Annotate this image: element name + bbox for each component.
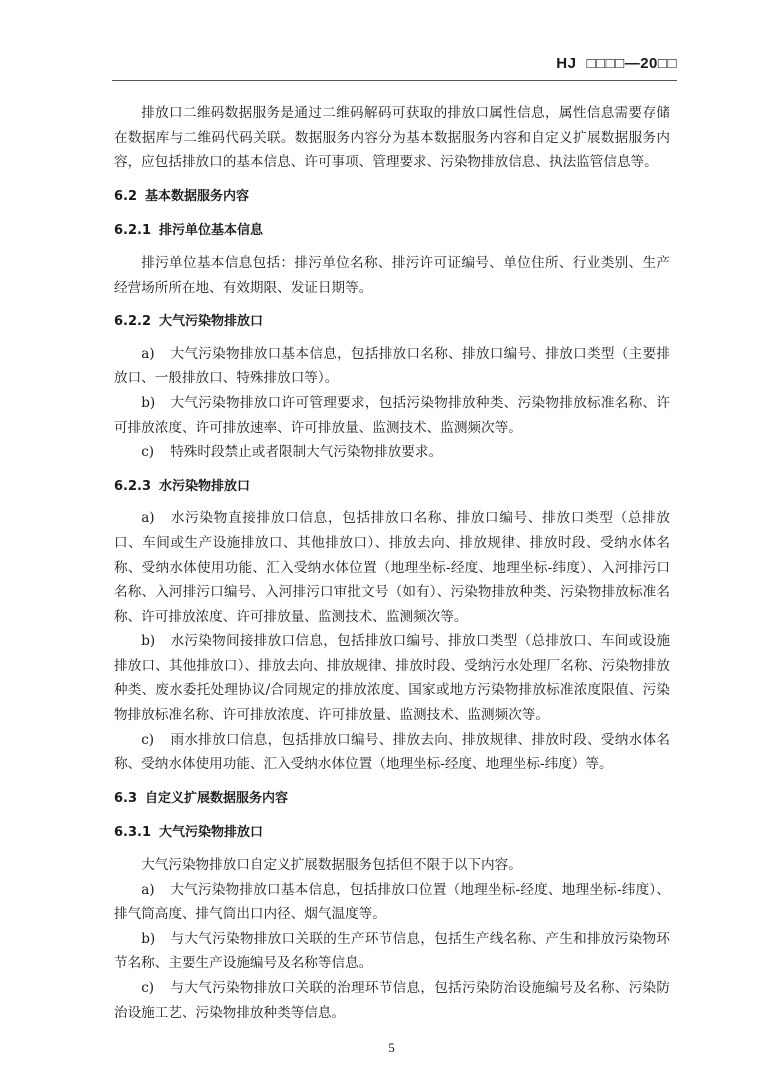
list-label: a) bbox=[141, 881, 155, 898]
list-text: 与大气污染物排放口关联的生产环节信息，包括生产线名称、产生和排放污染物环节名称、主要生产设施编号及名称等信息。 bbox=[114, 930, 670, 972]
list-label: c) bbox=[141, 444, 155, 461]
section-title: 排污单位基本信息 bbox=[159, 223, 264, 239]
paragraph-6-2-1: 排污单位基本信息包括：排污单位名称、排污许可证编号、单位住所、行业类别、生产经营场所所在地、有效期限、发证日期等。 bbox=[114, 254, 670, 296]
list-label: c) bbox=[141, 731, 155, 748]
list-item bbox=[114, 629, 670, 727]
list-text: 特殊时段禁止或者限制大气污染物排放要求。 bbox=[170, 444, 443, 461]
list-label: b) bbox=[141, 394, 156, 411]
list-item bbox=[114, 440, 670, 465]
list-item bbox=[114, 342, 670, 391]
section-title: 基本数据服务内容 bbox=[145, 188, 250, 204]
header-rule bbox=[112, 80, 677, 81]
section-title: 大气污染物排放口 bbox=[159, 314, 264, 330]
list-label: c) bbox=[141, 980, 155, 996]
list-label: a) bbox=[141, 510, 155, 527]
paragraph-6-3-1: 大气污染物排放口自定义扩展数据服务包括但不限于以下内容。 bbox=[141, 857, 522, 874]
section-number: 6.2.2 bbox=[114, 314, 152, 330]
section-heading-6-3-1 bbox=[114, 821, 670, 846]
list-label: a) bbox=[141, 345, 155, 362]
list-item bbox=[114, 927, 670, 976]
standard-code: HJ bbox=[556, 55, 577, 72]
section-number: 6.3.1 bbox=[114, 825, 152, 841]
list-item bbox=[114, 391, 670, 440]
section-heading-6-3 bbox=[114, 787, 670, 812]
section-title: 水污染物排放口 bbox=[159, 478, 251, 494]
list-item bbox=[114, 506, 670, 629]
list-text: 与大气污染物排放口关联的治理环节信息，包括污染防治设施编号及名称、污染防治设施工艺、污染物排放种类等信息。 bbox=[114, 980, 670, 1021]
list-text: 大气污染物排放口基本信息，包括排放口位置（地理坐标-经度、地理坐标-纬度）、排气筒高度、排气筒出口内径、烟气温度等。 bbox=[114, 881, 670, 923]
list-text: 雨水排放口信息，包括排放口编号、排放去向、排放规律、排放时段、受纳水体名称、受纳水体使用功能、汇入受纳水体位置（地理坐标-经度、地理坐标-纬度）等。 bbox=[114, 731, 670, 773]
standard-number: □□□□—20□□ bbox=[586, 55, 677, 72]
section-number: 6.2.3 bbox=[114, 478, 152, 494]
section-title: 自定义扩展数据服务内容 bbox=[145, 790, 289, 806]
document-body bbox=[114, 101, 670, 1025]
list-label: b) bbox=[141, 930, 156, 947]
page-number: 5 bbox=[388, 1040, 395, 1055]
section-number: 6.2.1 bbox=[114, 223, 152, 239]
list-text: 水污染物直接排放口信息，包括排放口名称、排放口编号、排放口类型（总排放口、车间或生产设施排放口、其他排放口）、排放去向、排放规律、排放时段、受纳水体名称、受纳水体使用功能、汇入受纳水体位置（地理坐标-经度、地理坐标-纬度）、入河排污口名称、入河排污口编号、入河排污口审批文号（如有）、污染物排放种类、污染物排放标准名称、许可排放浓度、许可排放量、监测技术、监测频次等。 bbox=[114, 510, 670, 625]
section-heading-6-2-1 bbox=[114, 219, 670, 244]
list-label: b) bbox=[141, 633, 156, 650]
intro-paragraph: 排放口二维码数据服务是通过二维码解码可获取的排放口属性信息，属性信息需要存储在数据库与二维码代码关联。数据服务内容分为基本数据服务内容和自定义扩展数据服务内容，应包括排放口的基本信息、许可事项、管理要求、污染物排放信息、执法监管信息等。 bbox=[114, 105, 670, 171]
section-heading-6-2 bbox=[114, 185, 670, 210]
list-text: 水污染物间接排放口信息，包括排放口编号、排放口类型（总排放口、车间或设施排放口、其他排放口）、排放去向、排放规律、排放时段、受纳污水处理厂名称、污染物排放种类、废水委托处理协议/合同规定的排放浓度、国家或地方污染物排放标准浓度限值、污染物排放标准名称、许可排放浓度、许可排放量、监测技术、监测频次等。 bbox=[114, 633, 670, 724]
section-heading-6-2-3 bbox=[114, 475, 670, 500]
section-number: 6.3 bbox=[114, 790, 138, 806]
page-header bbox=[556, 55, 677, 72]
list-item bbox=[114, 976, 670, 1025]
section-number: 6.2 bbox=[114, 188, 138, 204]
list-item bbox=[114, 728, 670, 777]
section-title: 大气污染物排放口 bbox=[159, 825, 264, 841]
section-heading-6-2-2 bbox=[114, 310, 670, 335]
list-text: 大气污染物排放口基本信息，包括排放口名称、排放口编号、排放口类型（主要排放口、一般排放口、特殊排放口等）。 bbox=[114, 345, 670, 387]
list-text: 大气污染物排放口许可管理要求，包括污染物排放种类、污染物排放标准名称、许可排放浓度、许可排放速率、许可排放量、监测技术、监测频次等。 bbox=[114, 394, 670, 436]
list-item bbox=[114, 878, 670, 927]
